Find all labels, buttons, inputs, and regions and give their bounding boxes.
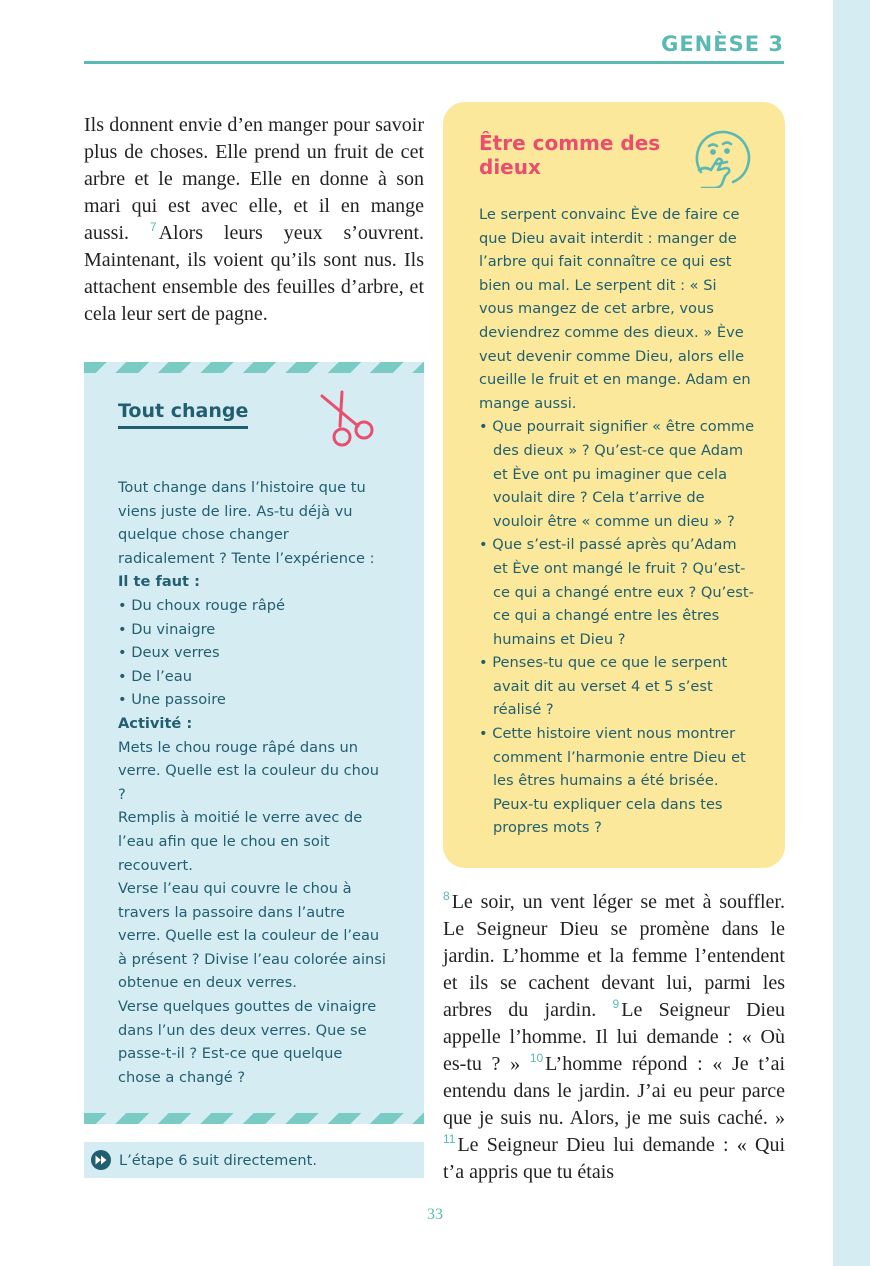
running-head: GENÈSE 3 (661, 32, 784, 56)
header-rule (84, 61, 784, 64)
activity-step: Verse quelques gouttes de vinaigre dans l’un des deux verres. Que se passe-t-il ? Est-ce que quelque chose a changé ? (118, 998, 377, 1086)
verse-number: 11 (443, 1132, 456, 1147)
needs-label: Il te faut : (118, 573, 200, 591)
activity-step: Mets le chou rouge râpé dans un verre. Quelle est la couleur du chou ? (118, 738, 380, 803)
stripe-border-top (84, 362, 424, 373)
next-step-note (84, 1142, 424, 1178)
reflection-box-etre-comme-des-dieux (443, 102, 785, 868)
scripture-text-left (84, 112, 424, 328)
stripe-border-bottom (84, 1113, 424, 1124)
activity-box-tout-change (84, 362, 424, 1124)
activity-step: Verse l’eau qui couvre le chou à travers la passoire dans l’autre verre. Quelle est la couleur de l’eau à présent ? Divise l’eau colorée ainsi obtenue en deux verres. (118, 880, 386, 992)
list-item: • Deux verres (118, 644, 220, 662)
list-item: • Du vinaigre (118, 620, 216, 638)
activity-box-body (118, 476, 388, 1089)
scissors-icon (316, 386, 380, 450)
reflection-intro: Le serpent convainc Ève de faire ce que Dieu avait interdit : manger de l’arbre qui fait connaître ce qui est bien ou mal. Le serpent dit : « Si vous mangez de cet arbre, vous deviendrez comme des dieux. » Ève veut devenir comme Dieu, alors elle cueille le fruit et en mange. Adam en mange aussi. (479, 206, 751, 412)
page-number: 33 (427, 1206, 443, 1223)
list-item: • De l’eau (118, 667, 192, 685)
activity-box-title: Tout change (118, 400, 248, 429)
activity-step: Remplis à moitié le verre avec de l’eau afin que le chou en soit recouvert. (118, 809, 363, 874)
verse-number: 10 (529, 1051, 544, 1066)
thinking-face-icon (687, 124, 751, 188)
activity-label: Activité : (118, 714, 193, 732)
reflection-box-body (479, 203, 755, 840)
list-item: • Que s’est-il passé après qu’Adam et Ève ont mangé le fruit ? Qu’est-ce qui a changé entre eux ? Qu’est-ce qui a changé entre les êtres humains et Dieu ? (479, 536, 754, 648)
list-item: • Que pourrait signifier « être comme des dieux » ? Qu’est-ce que Adam et Ève ont pu imaginer que cela voulait dire ? Cela t’arrive de vouloir être « comme un dieu » ? (479, 418, 755, 530)
reflection-box-title: Être comme des dieux (479, 131, 661, 179)
fast-forward-icon (91, 1150, 111, 1170)
list-item: • Cette histoire vient nous montrer comment l’harmonie entre Dieu et les êtres humains a été brisée. Peux-tu expliquer cela dans tes propres mots ? (479, 725, 746, 837)
side-band (833, 0, 870, 1266)
verse-number: 9 (612, 997, 620, 1012)
scripture-passage: Le Seigneur Dieu lui demande : « Qui t’a appris que tu étais (443, 1134, 785, 1183)
list-item: • Penses-tu que ce que le serpent avait dit au verset 4 et 5 s’est réalisé ? (479, 654, 728, 719)
note-text: L’étape 6 suit directement. (119, 1151, 317, 1169)
scripture-passage: Alors leurs yeux s’ouvrent. Maintenant, ils voient qu’ils sont nus. Ils attachent ensemble des feuilles d’arbre, et cela leur sert de pagne. (84, 222, 425, 325)
scripture-passage: Ils donnent envie d’en manger pour savoir plus de choses. Elle prend un fruit de cet arbre et le mange. Elle en donne à son mari qui est avec elle, et il en mange aussi. (84, 114, 424, 244)
verse-number: 8 (443, 889, 450, 904)
activity-intro: Tout change dans l’histoire que tu viens juste de lire. As-tu déjà vu quelque chose changer radicalement ? Tente l’expérience : (118, 479, 375, 567)
verse-number: 7 (149, 220, 157, 235)
list-item: • Du choux rouge râpé (118, 596, 286, 614)
list-item: • Une passoire (118, 691, 226, 709)
scripture-text-right (443, 889, 785, 1186)
scripture-passage: Le soir, un vent léger se met à souffler. Le Seigneur Dieu se promène dans le jardin. L’homme et la femme l’entendent et ils se cachent devant lui, parmi les arbres du jardin. (443, 891, 785, 1021)
scripture-passage: Le Seigneur Dieu appelle l’homme. Il lui demande : « Où es-tu ? » (443, 999, 785, 1075)
scripture-passage: L’homme répond : « Je t’ai entendu dans le jardin. J’ai eu peur parce que je suis nu. Alors, je me suis caché. » (443, 1053, 786, 1129)
